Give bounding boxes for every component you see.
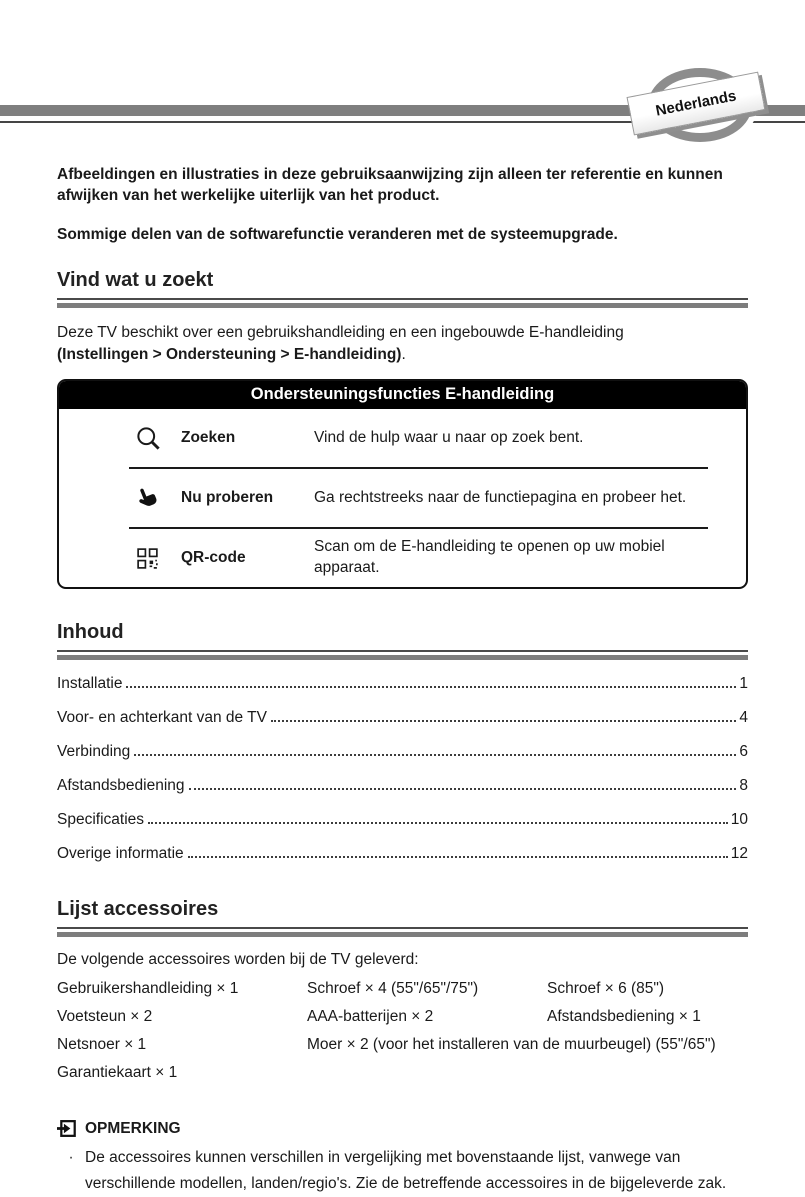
note-block (57, 1119, 748, 1197)
hand-tap-icon (135, 485, 181, 511)
section-rule (57, 927, 748, 937)
accessory-item: Afstandsbediening × 1 (547, 1008, 701, 1026)
contents-section-title: Inhoud (57, 621, 124, 644)
find-description-suffix: . (401, 346, 406, 364)
table-row-search (59, 409, 746, 467)
toc-dot-leader (189, 788, 737, 790)
toc-entry-label: Afstandsbediening (57, 777, 185, 795)
toc-entry-afstandsbediening (57, 775, 748, 796)
section-rule (57, 650, 748, 660)
find-description-regular: Deze TV beschikt over een gebruikshandleiding en een ingebouwde E-handleiding (57, 324, 624, 342)
accessory-item: AAA-batterijen × 2 (307, 1008, 434, 1026)
table-row-label: Nu proberen (181, 489, 274, 507)
accessory-item: Garantiekaart × 1 (57, 1064, 178, 1082)
table-row-description: Scan om de E-handleiding te openen op uw mobiel apparaat. (314, 538, 665, 577)
rule-thin-line (57, 927, 748, 929)
table-row-description: Ga rechtstreeks naar de functiepagina en probeer het. (314, 488, 687, 506)
accessory-item: Moer × 2 (voor het installeren van de muurbeugel) (55"/65") (307, 1036, 716, 1054)
section-accessories (57, 898, 748, 1087)
note-title: OPMERKING (85, 1119, 181, 1137)
table-row-description: Vind de hulp waar u naar op zoek bent. (314, 428, 584, 446)
note-bullet-marker: · (68, 1149, 74, 1167)
toc-dot-leader (126, 686, 736, 688)
toc-dot-leader (148, 822, 728, 824)
toc-page-number: 8 (739, 777, 748, 795)
toc-page-number: 1 (739, 675, 748, 693)
table-row-qr-code (59, 529, 746, 587)
toc-entry-label: Overige informatie (57, 845, 184, 863)
toc-entry-label: Specificaties (57, 811, 145, 829)
note-title-row (57, 1119, 748, 1138)
intro-paragraph-1: Afbeeldingen en illustraties in deze gebruiksaanwijzing zijn alleen ter referentie en kunnen afwijken van het werkelijke uiterlijk van het product. (57, 166, 723, 205)
toc-entry-specificaties (57, 809, 748, 830)
toc-page-number: 12 (730, 845, 748, 863)
table-row-label: QR-code (181, 549, 246, 567)
toc-dot-leader (134, 754, 736, 756)
rule-thin-line (57, 650, 748, 652)
rule-thick-line (57, 932, 748, 937)
note-bullet-row (57, 1145, 748, 1197)
emanual-table (57, 379, 748, 589)
accessory-item: Netsnoer × 1 (57, 1036, 147, 1054)
emanual-table-header: Ondersteuningsfuncties E-handleiding (59, 381, 746, 409)
find-description-path: (Instellingen > Ondersteuning > E-handleiding) (57, 346, 402, 364)
accessory-item: Voetsteun × 2 (57, 1008, 153, 1026)
toc-dot-leader (271, 720, 736, 722)
find-section-title: Vind wat u zoekt (57, 269, 214, 292)
toc-entry-installatie (57, 673, 748, 694)
rule-thick-line (57, 655, 748, 660)
section-contents (57, 621, 748, 864)
accessories-intro: De volgende accessoires worden bij de TV geleverd: (57, 951, 419, 969)
accessories-section-title: Lijst accessoires (57, 898, 219, 921)
toc-entry-label: Voor- en achterkant van de TV (57, 709, 267, 727)
search-icon (135, 425, 181, 452)
find-description (57, 322, 748, 366)
qr-code-icon (135, 546, 181, 571)
rule-thin-line (57, 298, 748, 300)
toc-page-number: 10 (730, 811, 748, 829)
toc-page-number: 4 (739, 709, 748, 727)
toc-page-number: 6 (739, 743, 748, 761)
section-rule (57, 298, 748, 308)
language-badge-label: Nederlands (654, 87, 738, 120)
table-row-try-now (59, 469, 746, 527)
note-text: De accessoires kunnen verschillen in vergelijking met bovenstaande lijst, vanwege van verschillende modellen, landen/regio's. Zie de betreffende accessoires in de bijgeleverde zak. (85, 1149, 727, 1193)
rule-thick-line (57, 303, 748, 308)
accessories-grid (57, 975, 748, 1087)
toc-dot-leader (188, 856, 728, 858)
accessory-item: Schroef × 4 (55"/65"/75") (307, 980, 479, 998)
table-row-label: Zoeken (181, 429, 236, 447)
toc-entry-label: Verbinding (57, 743, 131, 761)
section-find (57, 269, 748, 589)
accessory-item: Gebruikershandleiding × 1 (57, 980, 239, 998)
note-arrow-icon (57, 1119, 76, 1138)
toc-entry-verbinding (57, 741, 748, 762)
toc-entry-label: Installatie (57, 675, 123, 693)
toc-entry-overige-informatie (57, 843, 748, 864)
table-of-contents (57, 673, 748, 864)
accessory-item: Schroef × 6 (85") (547, 980, 665, 998)
intro-paragraph-2: Sommige delen van de softwarefunctie veranderen met de systeemupgrade. (57, 225, 618, 243)
toc-entry-voor-en-achterkant (57, 707, 748, 728)
page-header (0, 0, 805, 150)
